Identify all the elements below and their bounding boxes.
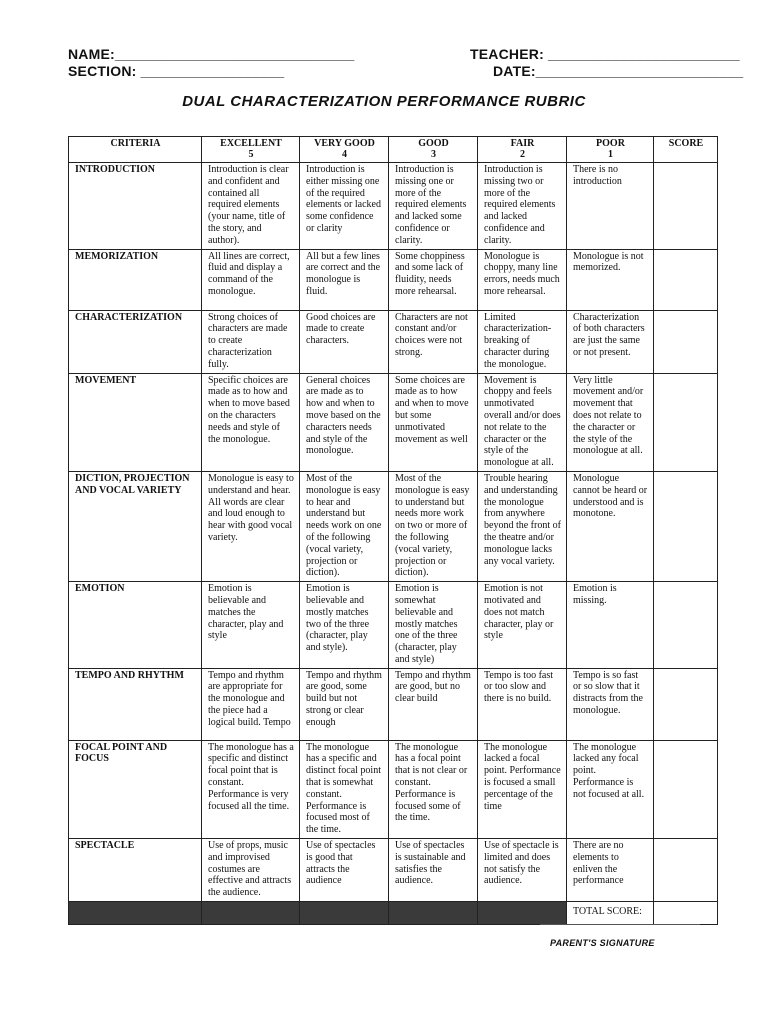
rubric-row-focal-point [69, 740, 718, 838]
score-cell[interactable] [654, 668, 718, 740]
score-cell[interactable] [654, 582, 718, 669]
date-field: DATE:__________________________ [493, 63, 744, 79]
good-cell: Emotion is somewhat believable and mostly matches one of the three (character, play and style) [389, 582, 478, 669]
excellent-cell: Strong choices of characters are made to create characterization fully. [202, 310, 300, 373]
poor-cell: Characterization of both characters are just the same or not present. [567, 310, 654, 373]
very-good-cell: Emotion is believable and mostly matches two of the three (character, play and style). [300, 582, 389, 669]
rubric-row-introduction [69, 163, 718, 250]
excellent-cell: Use of props, music and improvised costumes are effective and attracts the audience. [202, 839, 300, 902]
excellent-cell: Tempo and rhythm are appropriate for the monologue and the piece had a logical build. Tempo [202, 668, 300, 740]
fair-cell: Trouble hearing and understanding the monologue from anywhere beyond the front of the theatre and/or monologue lacks any vocal variety. [478, 471, 567, 581]
rubric-row-characterization [69, 310, 718, 373]
shaded-cell [69, 902, 202, 925]
col-header-excellent: EXCELLENT 5 [202, 137, 300, 163]
poor-cell: Monologue is not memorized. [567, 249, 654, 310]
page-title: DUAL CHARACTERIZATION PERFORMANCE RUBRIC [182, 93, 586, 110]
col-header-good: GOOD 3 [389, 137, 478, 163]
signature-label: PARENT'S SIGNATURE [550, 938, 655, 948]
col-header-score: SCORE [654, 137, 718, 163]
teacher-field: TEACHER: ________________________ [470, 46, 740, 62]
signature-line[interactable] [540, 924, 700, 925]
criteria-cell: TEMPO AND RHYTHM [69, 668, 202, 740]
good-cell: Introduction is missing one or more of the required elements and lacked some confidence or clarity. [389, 163, 478, 250]
col-header-fair: FAIR 2 [478, 137, 567, 163]
fair-cell: Introduction is missing two or more of the required elements and lacked confidence and clarity. [478, 163, 567, 250]
criteria-cell: INTRODUCTION [69, 163, 202, 250]
score-cell[interactable] [654, 163, 718, 250]
score-cell[interactable] [654, 740, 718, 838]
good-cell: Some choppiness and some lack of fluidity, needs more rehearsal. [389, 249, 478, 310]
good-cell: The monologue has a focal point that is not clear or constant. Performance is focused some of the time. [389, 740, 478, 838]
name-field: NAME:______________________________ [68, 46, 355, 62]
very-good-cell: General choices are made as to how and when to move based on the characters needs and style of the monologue. [300, 373, 389, 471]
good-cell: Most of the monologue is easy to understand but needs more work on two or more of the following (vocal variety, projection or diction). [389, 471, 478, 581]
fair-cell: Monologue is choppy, many line errors, needs much more rehearsal. [478, 249, 567, 310]
criteria-cell: DICTION, PROJECTION AND VOCAL VARIETY [69, 471, 202, 581]
total-score-cell[interactable] [654, 902, 718, 925]
poor-cell: Emotion is missing. [567, 582, 654, 669]
col-header-very-good: VERY GOOD 4 [300, 137, 389, 163]
criteria-cell: FOCAL POINT AND FOCUS [69, 740, 202, 838]
poor-cell: There is no introduction [567, 163, 654, 250]
rubric-row-emotion [69, 582, 718, 669]
excellent-cell: Emotion is believable and matches the character, play and style [202, 582, 300, 669]
score-cell[interactable] [654, 839, 718, 902]
rubric-row-movement [69, 373, 718, 471]
criteria-cell: SPECTACLE [69, 839, 202, 902]
poor-cell: Tempo is so fast or so slow that it distracts from the monologue. [567, 668, 654, 740]
good-cell: Tempo and rhythm are good, but no clear build [389, 668, 478, 740]
very-good-cell: Good choices are made to create characters. [300, 310, 389, 373]
shaded-cell [389, 902, 478, 925]
criteria-cell: MEMORIZATION [69, 249, 202, 310]
fair-cell: The monologue lacked a focal point. Performance is focused a small percentage of the time [478, 740, 567, 838]
fair-cell: Emotion is not motivated and does not match character, play or style [478, 582, 567, 669]
good-cell: Some choices are made as to how and when to move but some unmotivated movement as well [389, 373, 478, 471]
criteria-cell: CHARACTERIZATION [69, 310, 202, 373]
excellent-cell: Specific choices are made as to how and when to move based on the characters needs and style of the monologue. [202, 373, 300, 471]
shaded-cell [300, 902, 389, 925]
very-good-cell: Introduction is either missing one of the required elements or lacked some confidence or clarity [300, 163, 389, 250]
excellent-cell: All lines are correct, fluid and display a command of the monologue. [202, 249, 300, 310]
poor-cell: Very little movement and/or movement that does not relate to the character or the style of the monologue at all. [567, 373, 654, 471]
rubric-row-tempo [69, 668, 718, 740]
excellent-cell: Introduction is clear and confident and contained all required elements (your name, title of the story, and author). [202, 163, 300, 250]
score-cell[interactable] [654, 373, 718, 471]
poor-cell: There are no elements to enliven the performance [567, 839, 654, 902]
poor-cell: The monologue lacked any focal point. Performance is not focused at all. [567, 740, 654, 838]
criteria-cell: EMOTION [69, 582, 202, 669]
very-good-cell: Tempo and rhythm are good, some build but not strong or clear enough [300, 668, 389, 740]
rubric-row-diction [69, 471, 718, 581]
rubric-table [68, 136, 718, 925]
rubric-row-memorization [69, 249, 718, 310]
excellent-cell: Monologue is easy to understand and hear. All words are clear and loud enough to hear with good vocal variety. [202, 471, 300, 581]
total-score-label: TOTAL SCORE: [567, 902, 654, 925]
good-cell: Characters are not constant and/or choices were not strong. [389, 310, 478, 373]
fair-cell: Limited characterization- breaking of character during the monologue. [478, 310, 567, 373]
shaded-cell [202, 902, 300, 925]
score-cell[interactable] [654, 310, 718, 373]
very-good-cell: The monologue has a specific and distinct focal point that is somewhat constant. Performance is focused most of the time. [300, 740, 389, 838]
col-header-poor: POOR 1 [567, 137, 654, 163]
total-row [69, 902, 718, 925]
very-good-cell: Use of spectacles is good that attracts the audience [300, 839, 389, 902]
excellent-cell: The monologue has a specific and distinct focal point that is constant. Performance is very focused all the time. [202, 740, 300, 838]
very-good-cell: All but a few lines are correct and the monologue is fluid. [300, 249, 389, 310]
criteria-cell: MOVEMENT [69, 373, 202, 471]
fair-cell: Use of spectacle is limited and does not satisfy the audience. [478, 839, 567, 902]
fair-cell: Tempo is too fast or too slow and there is no build. [478, 668, 567, 740]
good-cell: Use of spectacles is sustainable and satisfies the audience. [389, 839, 478, 902]
score-cell[interactable] [654, 471, 718, 581]
shaded-cell [478, 902, 567, 925]
very-good-cell: Most of the monologue is easy to hear and understand but needs work on one of the following (vocal variety, projection or diction). [300, 471, 389, 581]
score-cell[interactable] [654, 249, 718, 310]
col-header-criteria: CRITERIA [69, 137, 202, 163]
rubric-row-spectacle [69, 839, 718, 902]
fair-cell: Movement is choppy and feels unmotivated overall and/or does not relate to the character or the style of the monologue at all. [478, 373, 567, 471]
section-field: SECTION: __________________ [68, 63, 285, 79]
poor-cell: Monologue cannot be heard or understood and is monotone. [567, 471, 654, 581]
header-row [69, 137, 718, 163]
